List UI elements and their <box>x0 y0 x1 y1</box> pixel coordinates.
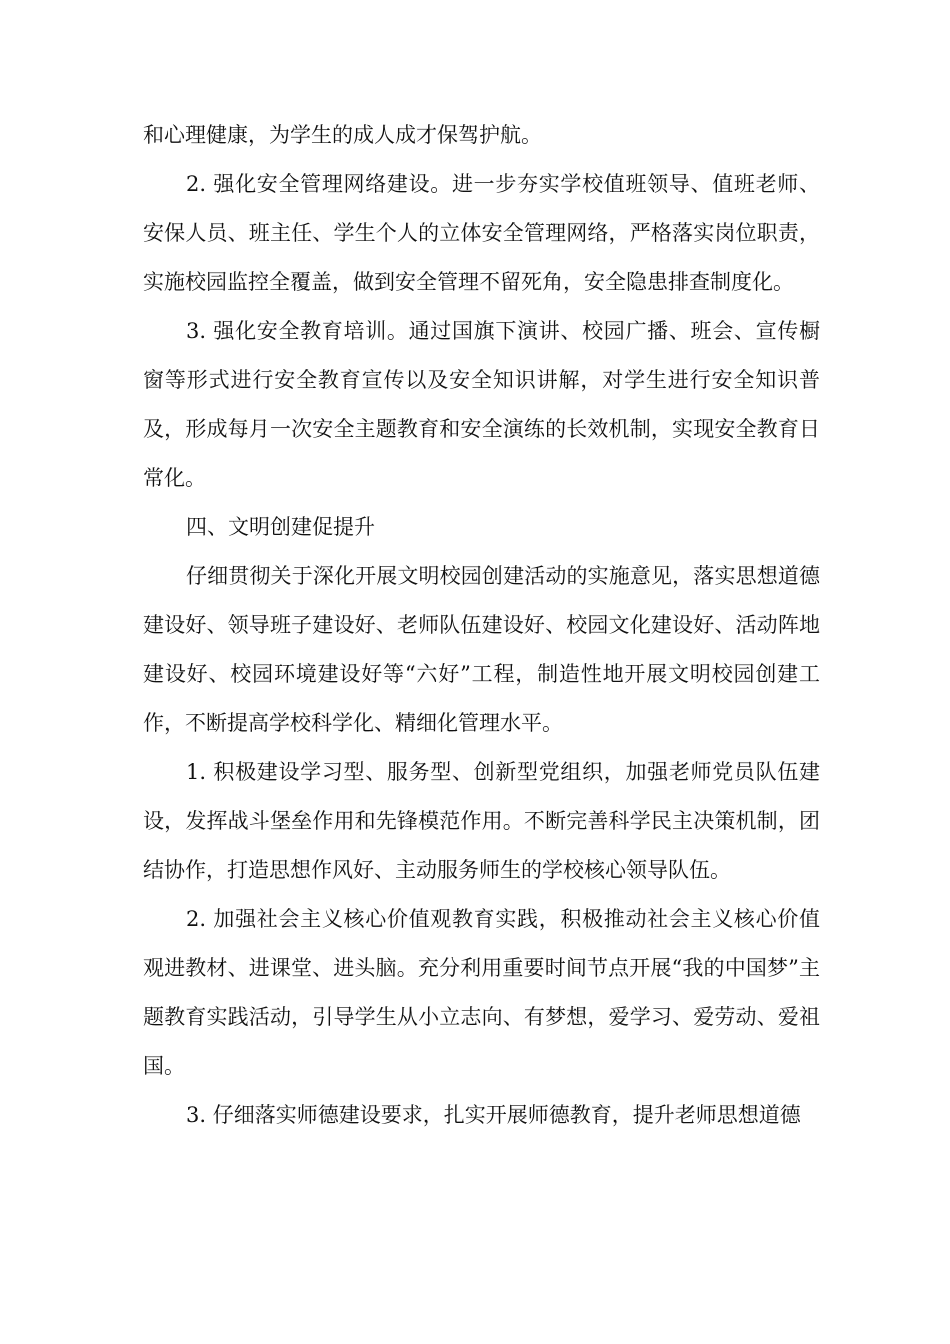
document-body <box>143 111 820 1140</box>
paragraph-party-organization: 1. 积极建设学习型、服务型、创新型党组织，加强老师党员队伍建设，发挥战斗堡垒作用和先锋模范作用。不断完善科学民主决策机制，团结协作，打造思想作风好、主动服务师生的学校核心领导队伍。 <box>143 760 820 882</box>
paragraph-civilization-intro: 仔细贯彻关于深化开展文明校园创建活动的实施意见，落实思想道德建设好、领导班子建设好、老师队伍建设好、校园文化建设好、活动阵地建设好、校园环境建设好等“六好”工程，制造性地开展文明校园创建工作，不断提高学校科学化、精细化管理水平。 <box>143 564 820 735</box>
paragraph-continuation: 和心理健康，为学生的成人成才保驾护航。 <box>143 123 542 147</box>
section-heading-civilization: 四、文明创建促提升 <box>186 515 375 539</box>
paragraph-safety-network: 2. 强化安全管理网络建设。进一步夯实学校值班领导、值班老师、安保人员、班主任、学生个人的立体安全管理网络，严格落实岗位职责，实施校园监控全覆盖，做到安全管理不留死角，安全隐患排查制度化。 <box>143 172 820 294</box>
paragraph-teacher-ethics: 3. 仔细落实师德建设要求，扎实开展师德教育，提升老师思想道德 <box>186 1103 801 1127</box>
paragraph-safety-education: 3. 强化安全教育培训。通过国旗下演讲、校园广播、班会、宣传橱窗等形式进行安全教育宣传以及安全知识讲解，对学生进行安全知识普及，形成每月一次安全主题教育和安全演练的长效机制，实现安全教育日常化。 <box>143 319 820 490</box>
paragraph-core-values: 2. 加强社会主义核心价值观教育实践，积极推动社会主义核心价值观进教材、进课堂、进头脑。充分利用重要时间节点开展“我的中国梦”主题教育实践活动，引导学生从小立志向、有梦想，爱学习、爱劳动、爱祖国。 <box>143 907 820 1078</box>
